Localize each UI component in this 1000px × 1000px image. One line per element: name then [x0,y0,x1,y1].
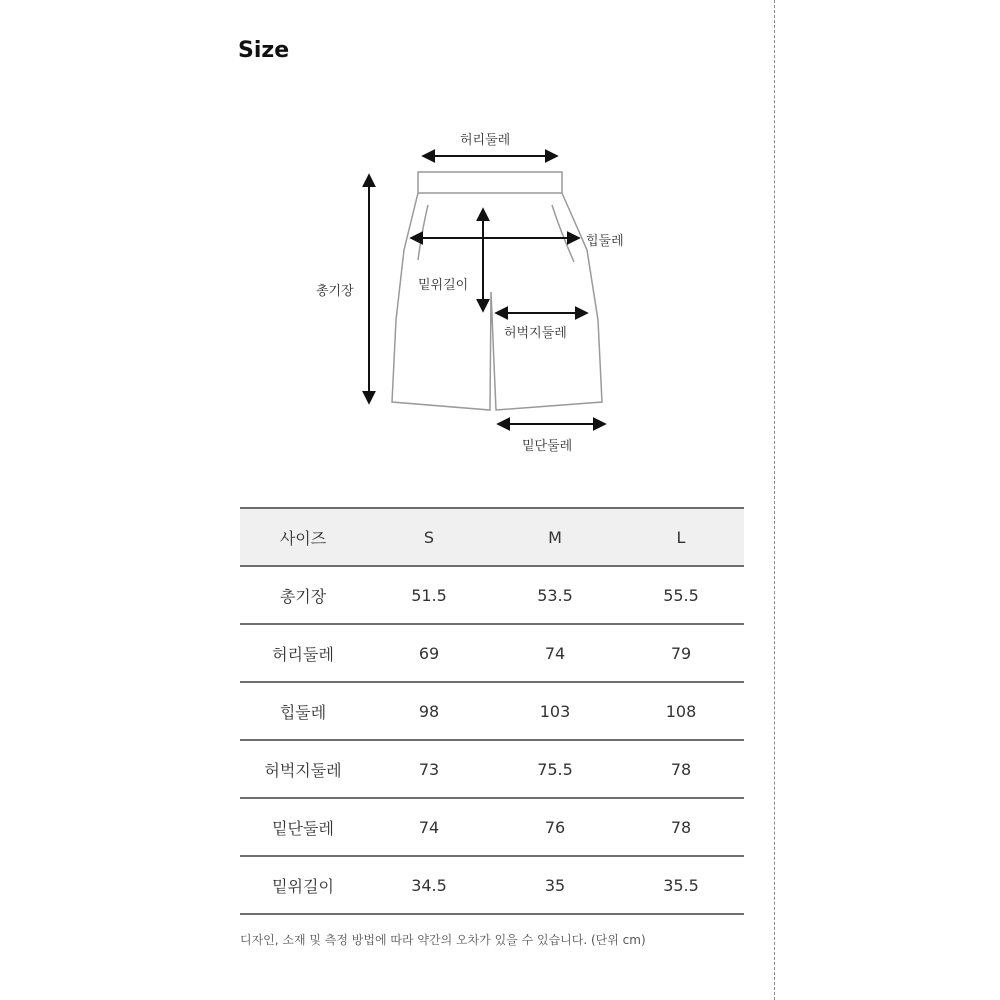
table-cell: 74 [492,624,618,682]
row-label: 힙둘레 [240,682,366,740]
table-cell: 35 [492,856,618,914]
table-row [240,856,744,914]
row-label: 허벅지둘레 [240,740,366,798]
table-row [240,624,744,682]
table-cell: 78 [618,798,744,856]
table-cell: 73 [366,740,492,798]
table-cell: 78 [618,740,744,798]
row-label: 총기장 [240,566,366,624]
label-hem: 밑단둘레 [522,439,573,454]
table-cell: 55.5 [618,566,744,624]
shorts-diagram-svg [0,0,1000,480]
header-cell: L [618,508,744,566]
table-cell: 51.5 [366,566,492,624]
label-hip: 힙둘레 [586,234,624,249]
shorts-diagram [0,0,1000,480]
header-cell: M [492,508,618,566]
size-table [240,507,744,915]
table-cell: 108 [618,682,744,740]
table-header-row [240,508,744,566]
table-row [240,740,744,798]
table-row [240,682,744,740]
table-cell: 53.5 [492,566,618,624]
header-cell: 사이즈 [240,508,366,566]
table-cell: 76 [492,798,618,856]
label-total-length: 총기장 [316,284,354,299]
label-thigh: 허벅지둘레 [504,326,567,341]
row-label: 허리둘레 [240,624,366,682]
table-cell: 103 [492,682,618,740]
table-cell: 35.5 [618,856,744,914]
label-rise: 밑위길이 [418,278,469,293]
page-title: Size [238,38,290,63]
table-cell: 75.5 [492,740,618,798]
table-row [240,798,744,856]
header-cell: S [366,508,492,566]
table-cell: 34.5 [366,856,492,914]
table-cell: 79 [618,624,744,682]
table-row [240,566,744,624]
row-label: 밑위길이 [240,856,366,914]
measurement-note: 디자인, 소재 및 측정 방법에 따라 약간의 오차가 있을 수 있습니다. (단위 cm) [240,933,646,947]
label-waist: 허리둘레 [460,133,511,148]
table-cell: 74 [366,798,492,856]
table-cell: 69 [366,624,492,682]
row-label: 밑단둘레 [240,798,366,856]
table-cell: 98 [366,682,492,740]
